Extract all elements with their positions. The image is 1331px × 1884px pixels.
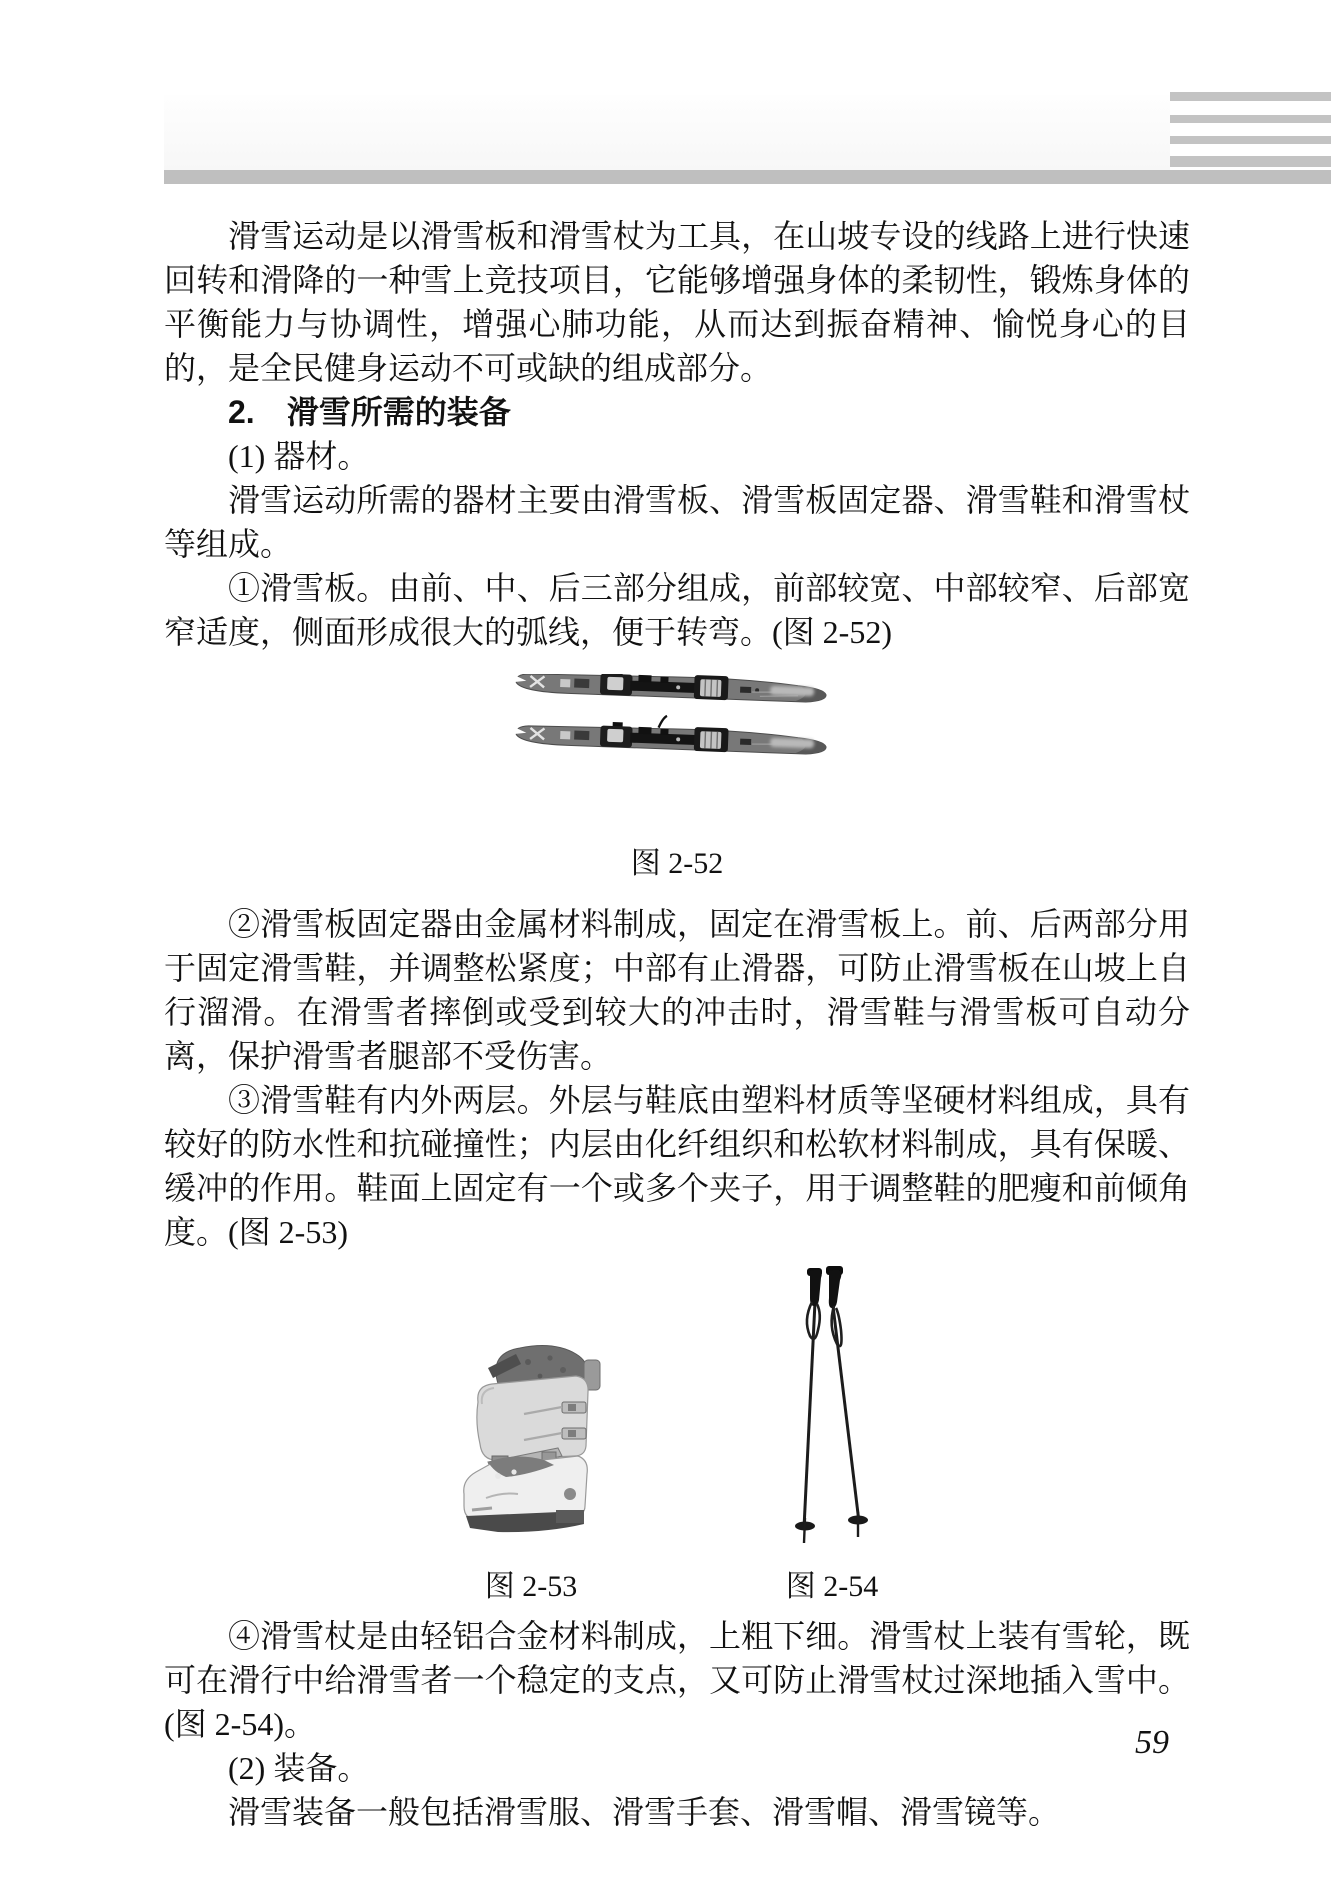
header-banner: [164, 95, 1170, 170]
header-stripe: [1170, 92, 1331, 101]
paragraph-equipment-intro: 滑雪运动所需的器材主要由滑雪板、滑雪板固定器、滑雪鞋和滑雪杖等组成。: [164, 482, 1190, 562]
header-stripes-decoration: [1170, 92, 1331, 168]
header-stripe: [1170, 136, 1331, 144]
ski-poles-image: [790, 1266, 876, 1546]
paragraph-gear: 滑雪装备一般包括滑雪服、滑雪手套、滑雪帽、滑雪镜等。: [228, 1794, 1061, 1830]
ski-boot-image: [458, 1344, 603, 1534]
figure-2-54-caption: 图 2-54: [785, 1570, 879, 1603]
section-heading: 2. 滑雪所需的装备: [228, 394, 511, 430]
header-stripe: [1170, 115, 1331, 123]
paragraph-item3-boot: ③滑雪鞋有内外两层。外层与鞋底由塑料材质等坚硬材料组成，具有较好的防水性和抗碰撞性；内层由化纤组织和松软材料制成，具有保暖、缓冲的作用。鞋面上固定有一个或多个夹子，用于调整鞋的肥瘦和前倾角度。(图 2-53): [164, 1082, 1190, 1250]
subsection-2-label: (2) 装备。: [228, 1750, 370, 1786]
figure-2-52-caption: 图 2-52: [630, 847, 724, 880]
paragraph-intro: 滑雪运动是以滑雪板和滑雪杖为工具，在山坡专设的线路上进行快速回转和滑降的一种雪上竞技项目，它能够增强身体的柔韧性，锻炼身体的平衡能力与协调性，增强心肺功能，从而达到振奋精神、愉悦身心的目的，是全民健身运动不可或缺的组成部分。: [164, 218, 1190, 386]
header-rule: [164, 170, 1331, 184]
page-body: [164, 214, 1190, 1834]
paragraph-item2-binding: ②滑雪板固定器由金属材料制成，固定在滑雪板上。前、后两部分用于固定滑雪鞋，并调整松紧度；中部有止滑器，可防止滑雪板在山坡上自行溜滑。在滑雪者摔倒或受到较大的冲击时，滑雪鞋与滑雪板可自动分离，保护滑雪者腿部不受伤害。: [164, 906, 1190, 1074]
figure-2-53-caption: 图 2-53: [484, 1570, 578, 1603]
paragraph-item4-pole: ④滑雪杖是由轻铝合金材料制成，上粗下细。滑雪杖上装有雪轮，既可在滑行中给滑雪者一个稳定的支点，又可防止滑雪杖过深地插入雪中。(图 2-54)。: [164, 1618, 1190, 1742]
skis-image: [508, 674, 830, 836]
header-stripe: [1170, 156, 1331, 167]
figures-row: [164, 1254, 1190, 1614]
paragraph-item1-ski: ①滑雪板。由前、中、后三部分组成，前部较宽、中部较窄、后部宽窄适度，侧面形成很大的弧线，便于转弯。(图 2-52): [164, 570, 1190, 650]
subsection-1-label: (1) 器材。: [228, 438, 370, 474]
figure-2-52: [164, 674, 1190, 884]
page-number: 59: [1135, 1724, 1169, 1761]
